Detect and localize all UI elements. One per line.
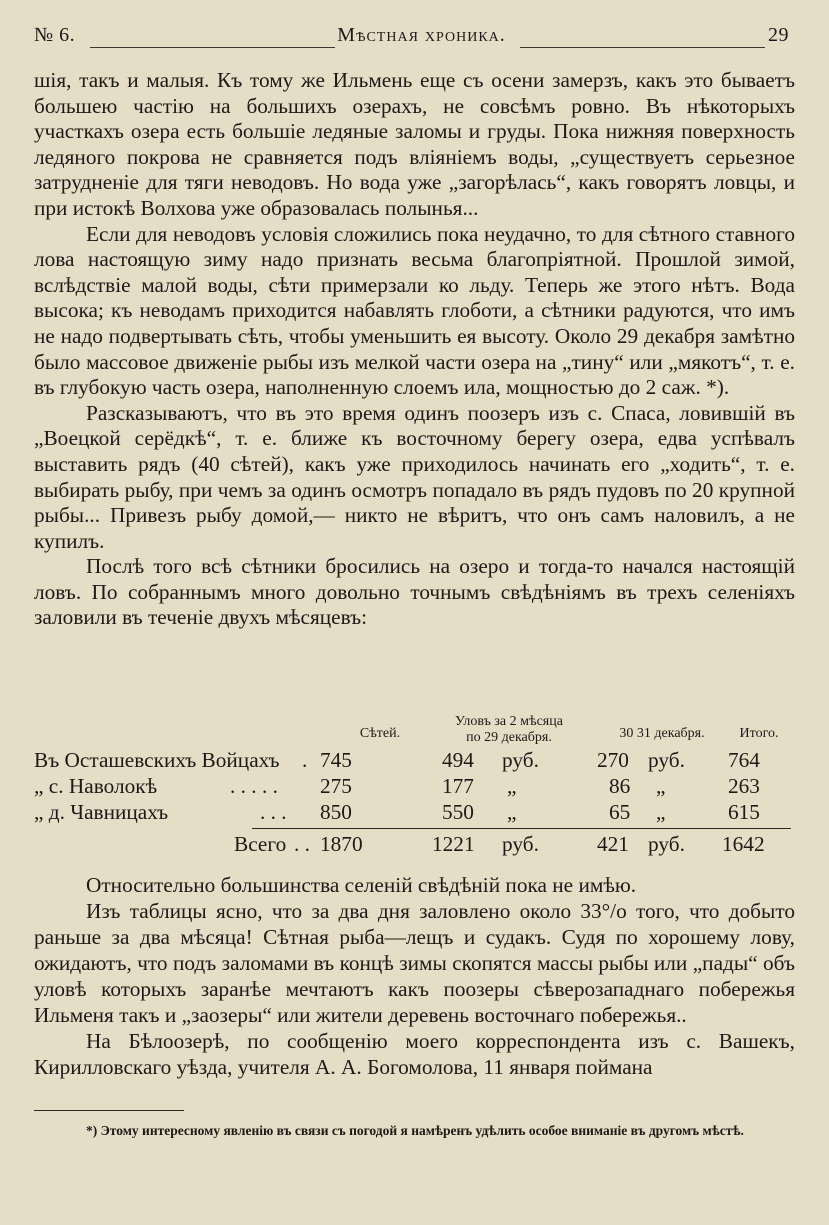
total-catch: 1221 bbox=[432, 832, 475, 856]
page-header bbox=[34, 20, 789, 50]
row-unit: „ bbox=[656, 800, 666, 824]
row-unit: руб. bbox=[502, 748, 539, 772]
row-total: 615 bbox=[728, 800, 760, 824]
issue-number: № 6. bbox=[34, 23, 76, 46]
total-sum: 1642 bbox=[722, 832, 765, 856]
footnote-rule bbox=[34, 1110, 184, 1111]
row-nets: 275 bbox=[320, 774, 352, 798]
col-header-catch-line2: по 29 декабря. bbox=[466, 730, 552, 745]
row-catch: 550 bbox=[442, 800, 474, 824]
row-dots: . bbox=[302, 748, 308, 772]
main-text-continued bbox=[34, 872, 795, 1080]
paragraph: На Бѣлоозерѣ, по сообщенію моего корреспондента изъ с. Вашекъ, Кирилловскаго уѣзда, учителя А. А. Богомолова, 11 января поймана bbox=[34, 1029, 795, 1079]
total-unit: руб. bbox=[648, 832, 685, 856]
row-dots: . . . . . bbox=[230, 774, 278, 798]
paragraph: шія, такъ и малыя. Къ тому же Ильмень еще съ осени замерзъ, какъ это бываетъ большею частію на большихъ озерахъ, не совсѣмъ ровно. Въ нѣкоторыхъ участкахъ озера есть большіе ледяные заломы и груды. Пока нижняя поверхность ледяного покрова не сравняется подъ вліяніемъ воды, „существуетъ серьезное затрудненіе для тяги неводовъ. Но вода уже „загорѣлась“, какъ говорятъ ловцы, и при истокѣ Волхова уже образовалась полынья... bbox=[34, 68, 795, 220]
row-unit: „ bbox=[656, 774, 666, 798]
section-title: Мѣстная хроника. bbox=[337, 23, 506, 46]
header-rule bbox=[90, 47, 335, 48]
col-header-catch-line1: Уловъ за 2 мѣсяца bbox=[455, 714, 563, 729]
row-unit: „ bbox=[507, 774, 517, 798]
row-place: „ д. Чавницахъ bbox=[34, 800, 169, 824]
col-header-catch bbox=[424, 714, 594, 746]
total-nets: 1870 bbox=[320, 832, 363, 856]
footnote: *) Этому интересному явленію въ связи съ погодой я намѣренъ удѣлить особое вниманіе въ другомъ мѣстѣ. bbox=[86, 1123, 744, 1138]
row-dec: 65 bbox=[609, 800, 631, 824]
table-row bbox=[34, 800, 795, 826]
table-total-row bbox=[34, 832, 795, 858]
table-row bbox=[34, 774, 795, 800]
paragraph: Относительно большинства селеній свѣдѣній пока не имѣю. bbox=[86, 873, 637, 897]
row-place: „ с. Наволокѣ bbox=[34, 774, 158, 798]
row-unit: „ bbox=[507, 800, 517, 824]
row-nets: 745 bbox=[320, 748, 352, 772]
paragraph: Послѣ того всѣ сѣтники бросились на озеро и тогда-то начался настоящій ловъ. По собраннымъ много довольно точнымъ свѣдѣніямъ въ трехъ селеніяхъ заловили въ теченіе двухъ мѣсяцевъ: bbox=[34, 554, 795, 630]
paragraph: Если для неводовъ условія сложились пока неудачно, то для сѣтного ставного лова настоящую зиму надо признать весьма благопріятной. Прошлой зимой, вслѣдствіе малой воды, сѣти примерзали ко льду. Теперь же этого нѣтъ. Вода высока; къ неводамъ приходится набавлять глоботи, а сѣтники радуются, что имъ не надо подвертывать сѣть, чтобы уменьшить ея высоту. Около 29 декабря замѣтно было массовое движеніе рыбы изъ мелкой части озера на „тину“ или „мякотъ“, т. е. въ глубокую часть озера, наполненную слоемъ ила, мощностью до 2 саж. *). bbox=[34, 221, 795, 400]
col-header-dec: 30 31 декабря. bbox=[619, 726, 705, 741]
row-nets: 850 bbox=[320, 800, 352, 824]
table-total-rule bbox=[252, 828, 791, 829]
row-dec: 86 bbox=[609, 774, 631, 798]
page-number: 29 bbox=[767, 23, 789, 46]
row-catch: 494 bbox=[442, 748, 474, 772]
row-unit: руб. bbox=[648, 748, 685, 772]
main-text bbox=[34, 68, 795, 631]
paragraph: Изъ таблицы ясно, что за два дня заловлено около 33°/о того, что добыто раньше за два мѣсяца! Сѣтная рыба—лещъ и судакъ. Судя по хорошему лову, ожидаютъ, что подъ заломами въ концѣ зимы скопятся массы рыбы или „пады“ объ уловѣ которыхъ заранѣе мечтаютъ какъ поозеры сѣверозападнаго побережья Ильменя такъ и „заозеры“ или жители деревень восточнаго побережья.. bbox=[34, 899, 795, 1027]
header-rule bbox=[520, 47, 765, 48]
col-header-total: Итого. bbox=[739, 726, 779, 741]
col-header-nets: Сѣтей. bbox=[359, 726, 401, 741]
row-catch: 177 bbox=[442, 774, 474, 798]
row-total: 263 bbox=[728, 774, 760, 798]
paragraph: Разсказываютъ, что въ это время одинъ поозеръ изъ с. Спаса, ловившій въ „Воецкой серёдкѣ“, т. е. ближе къ восточному берегу озера, едва успѣвалъ выставить рядъ (40 сѣтей), какъ уже приходилось начинать его „ходить“, т. е. выбирать рыбу, при чемъ за одинъ осмотръ попадало въ рядъ пудовъ по 20 крупной рыбы... Привезъ рыбу домой,— никто не вѣритъ, что онъ самъ наловилъ, а не купилъ. bbox=[34, 400, 795, 553]
total-dec: 421 bbox=[597, 832, 629, 856]
total-unit: руб. bbox=[502, 832, 539, 856]
table-row bbox=[34, 748, 795, 774]
row-dots: . . . bbox=[260, 800, 287, 824]
total-label: Всего bbox=[234, 832, 287, 856]
total-dots: . . bbox=[294, 832, 310, 856]
row-place: Въ Осташевскихъ Войцахъ bbox=[34, 748, 280, 772]
row-total: 764 bbox=[728, 748, 760, 772]
row-dec: 270 bbox=[597, 748, 629, 772]
